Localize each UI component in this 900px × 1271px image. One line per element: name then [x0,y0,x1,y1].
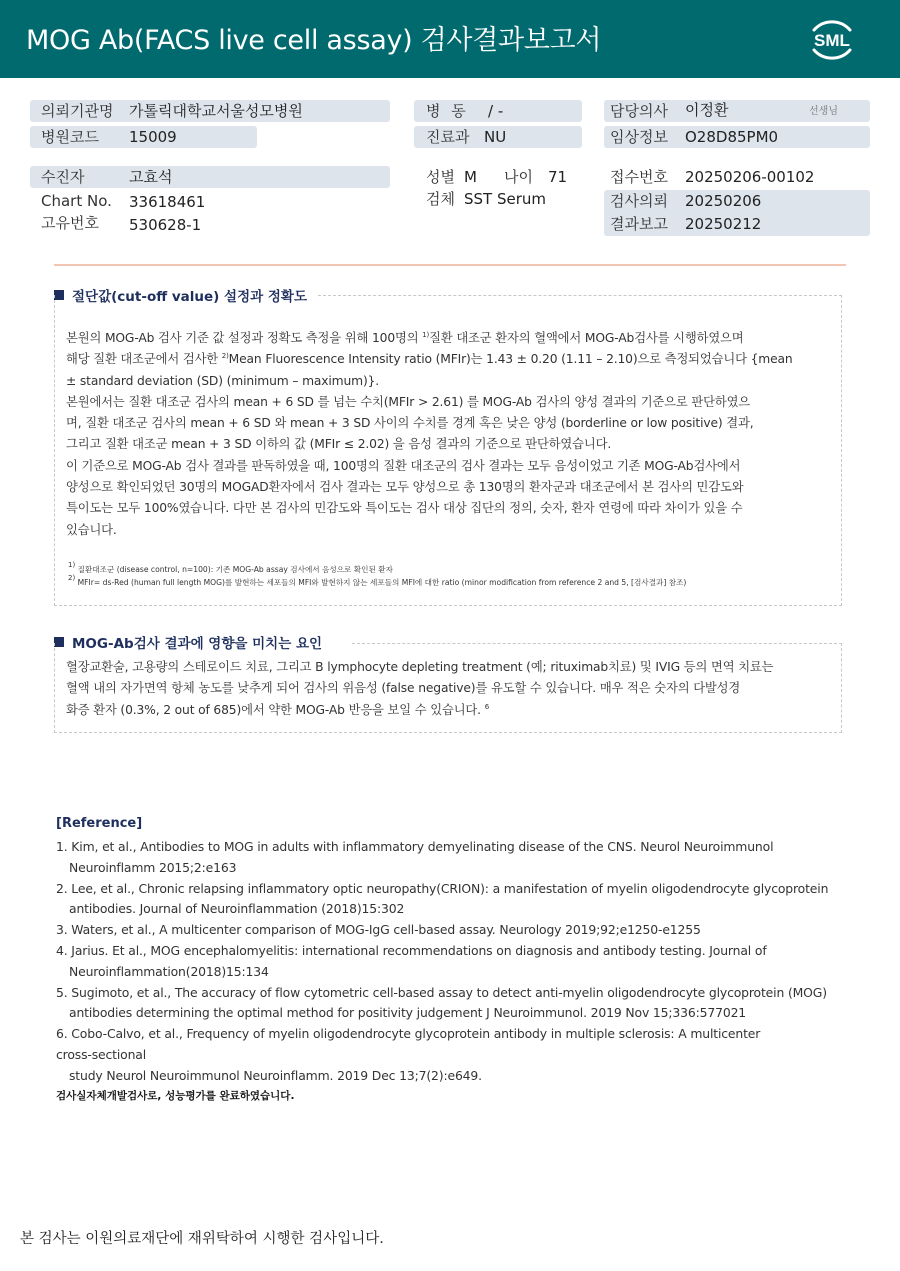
validation-note: 검사실자체개발검사로, 성능평가를 완료하였습니다. [56,1090,295,1102]
section1-line [66,392,793,413]
outsourcing-note: 본 검사는 이원의료재단에 재위탁하여 시행한 검사입니다. [20,1231,384,1247]
doctor-label: 담당의사 [610,102,668,120]
footnote-marker: 1) [68,561,76,569]
age-label: 나이 [504,168,533,186]
line-text: 그리고 질환 대조군 mean + 3 SD 이하의 값 (MFIr ≤ 2.02) 을 음성 결과의 기준으로 판단하였습니다. [66,437,612,452]
clinical-label: 임상정보 [610,128,668,146]
section1-body [66,328,793,541]
reference-line: 5. Sugimoto, et al., The accuracy of flow cytometric cell-based assay to detect anti-myelin oligodendrocyte glycoprotein (MOG) [56,984,827,1000]
institution-label: 의뢰기관명 [41,102,114,120]
reference-line: antibodies determining the optimal method for positivity judgement J Neuroimmunol. 2019 Nov 15;336:577021 [69,1005,747,1021]
line-text: Mean Fluorescence Intensity ratio (MFIr)는 1.43 ± 0.20 (1.11 – 2.10)으로 측정되었습니다 {mean [228,352,793,367]
section1-line [66,498,793,519]
report-value: 20250212 [685,215,762,233]
receipt-value: 20250206-00102 [685,168,815,186]
dept-value: NU [484,128,507,146]
report-header [0,0,900,78]
reference-line: 6. Cobo-Calvo, et al., Frequency of myelin oligodendrocyte glycoprotein antibody in multiple sclerosis: A multicenter [56,1026,761,1042]
patient-value: 고효석 [129,168,173,186]
section1-line [66,477,793,498]
ward-value: / - [488,102,504,120]
line-text: 양성으로 확인되었던 30명의 MOGAD환자에서 검사 결과는 모두 양성으로 총 130명의 환자군과 대조군에서 본 검사의 민감도와 [66,480,744,495]
sex-label: 성별 [426,168,455,186]
line-text: 며, 질환 대조군 검사의 mean + 6 SD 와 mean + 3 SD 사이의 수치를 경계 혹은 낮은 양성 (borderline or low positive) 결과, [66,416,754,431]
section-divider [54,264,846,266]
sml-logo-icon [804,12,860,68]
section1-line [66,520,793,541]
section2-line [66,700,773,721]
specimen-label: 검체 [426,190,455,208]
line-text: 혈장교환술, 고용량의 스테로이드 치료, 그리고 B lymphocyte depleting treatment (예; rituximab치료) 및 IVIG 등의 면역 치료는 [66,660,774,674]
doctor-value: 이정환 [685,101,729,119]
dept-label: 진료과 [426,128,470,146]
section1-line [66,328,793,349]
line-text: 있습니다. [66,522,117,537]
chart-no-value: 33618461 [129,193,206,211]
reference-line: Neuroinflamm 2015;2:e163 [69,859,237,875]
request-label: 검사의뢰 [610,192,668,210]
ward-label: 병 동 [426,102,466,120]
section1-line [66,349,793,370]
chart-no-label: Chart No. [41,192,112,210]
line-text: ± standard deviation (SD) (minimum – maximum)}. [66,373,380,388]
hospital-code-value: 15009 [129,128,177,146]
reference-line: cross-sectional [56,1046,147,1062]
reference-line: study Neurol Neuroimmunol Neuroinflamm. 2019 Dec 13;7(2):e649. [69,1067,482,1083]
section2-line [66,678,773,699]
section2-title-text: MOG-Ab검사 결과에 영향을 미치는 요인 [72,636,323,652]
section1-title-text: 절단값(cut-off value) 설정과 정확도 [72,289,307,305]
specimen-value: SST Serum [464,190,547,208]
footnote-text: MFIr= ds-Red (human full length MOG)를 발현하는 세포들의 MFI와 발현하지 않는 세포들의 MFI에 대한 ratio (minor modification from reference 2 and 5, [검사결과] 참조) [77,578,687,587]
reference-line: Neuroinflammation(2018)15:134 [69,963,269,979]
footnote-marker: 2) [68,574,76,582]
section1-line [66,456,793,477]
line-text: 해당 질환 대조군에서 검사한 [66,352,222,367]
section1-footnotes [68,563,686,589]
line-text: 본원의 MOG-Ab 검사 기준 값 설정과 정확도 측정을 위해 100명의 [66,331,423,345]
request-value: 20250206 [685,192,762,210]
reference-line: 1. Kim, et al., Antibodies to MOG in adults with inflammatory demyelinating disease of the CNS. Neurol Neuroimmunol [56,839,774,854]
receipt-label: 접수번호 [610,168,668,186]
institution-value: 가톨릭대학교서울성모병원 [129,102,303,120]
section1-line [66,413,793,434]
age-value: 71 [548,168,568,186]
reference-line: 4. Jarius. Et al., MOG encephalomyelitis: international recommendations on diagnosis and antibody testing. Journal of [56,942,767,958]
line-text: 특이도는 모두 100%였습니다. 다만 본 검사의 민감도와 특이도는 검사 대상 집단의 정의, 숫자, 환자 연령에 따라 차이가 있을 수 [66,501,743,516]
reference-line: antibodies. Journal of Neuroinflammation (2018)15:302 [69,901,405,917]
unique-no-label: 고유번호 [41,214,99,232]
patient-info-panel [0,96,900,246]
report-title: MOG Ab(FACS live cell assay) 검사결과보고서 [26,25,602,56]
line-text: 이 기준으로 MOG-Ab 검사 결과를 판독하였을 때, 100명의 질환 대조군의 검사 결과는 모두 음성이었고 기존 MOG-Ab검사에서 [66,458,741,473]
footnote [68,576,686,589]
line-text: 본원에서는 질환 대조군 검사의 mean + 6 SD 를 넘는 수치(MFIr > 2.61) 를 MOG-Ab 검사의 양성 결과의 기준으로 판단하였으 [66,394,751,409]
report-label: 결과보고 [610,215,668,233]
footnote-text: 질환대조군 (disease control, n=100): 기존 MOG-Ab assay 검사에서 음성으로 확인된 환자 [77,565,393,574]
section2-body [66,657,773,721]
reference-heading: [Reference] [56,816,143,831]
reference-line: 2. Lee, et al., Chronic relapsing inflammatory optic neuropathy(CRION): a manifestation of myelin oligodendrocyte glycoprotein [56,880,829,896]
patient-label: 수진자 [41,168,85,186]
footnote-marker: 2) [221,352,229,361]
clinical-value: O28D85PM0 [685,128,779,146]
hospital-code-label: 병원코드 [41,128,99,146]
section2-line [66,657,773,678]
line-text: 혈액 내의 자가면역 항체 농도를 낮추게 되어 검사의 위음성 (false negative)를 유도할 수 있습니다. 매우 적은 숫자의 다발성경 [66,681,741,696]
reference-marker: 6 [484,702,489,711]
unique-no-value: 530628-1 [129,216,202,234]
reference-list [56,837,828,1087]
footnote-marker: 1) [422,331,430,339]
logo-text: SML [814,31,850,50]
footnote [68,563,686,576]
section1-line [66,371,793,392]
section1-line [66,434,793,455]
line-text: 질환 대조군 환자의 혈액에서 MOG-Ab검사를 시행하였으며 [429,331,744,345]
line-text: 화증 환자 (0.3%, 2 out of 685)에서 약한 MOG-Ab 반응을 보일 수 있습니다. [66,702,485,717]
doctor-honorific: 선생님 [809,106,838,117]
reference-line: 3. Waters, et al., A multicenter comparison of MOG-IgG cell-based assay. Neurology 2019;92;e1250-e1255 [56,922,701,938]
sex-value: M [464,168,477,186]
